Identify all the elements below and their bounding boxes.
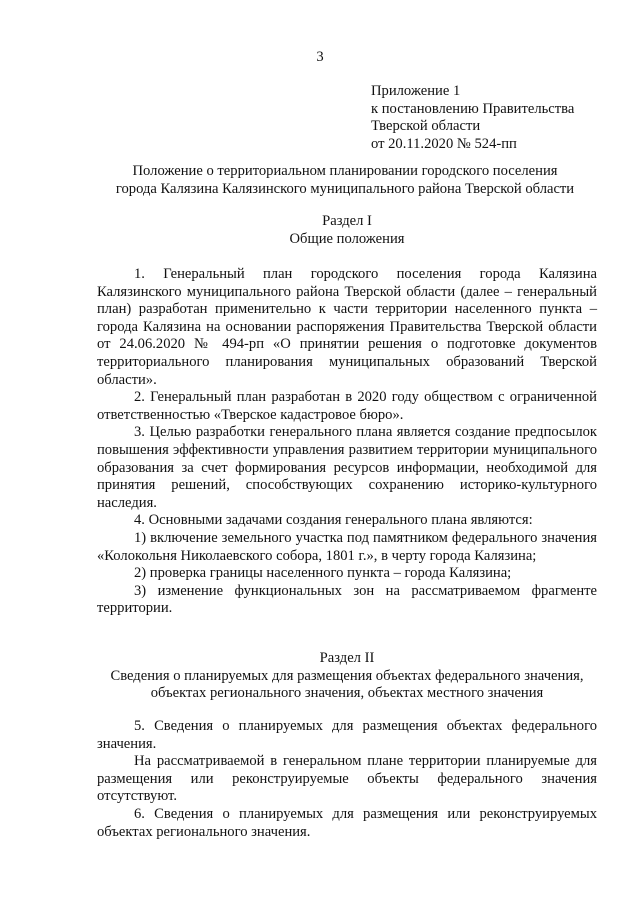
section-2-body [97, 718, 597, 841]
page-number: 3 [316, 49, 324, 65]
section-2-header [97, 650, 597, 703]
section-subheading-line: Сведения о планируемых для размещения объектах федерального значения, [110, 667, 584, 684]
section-1-body [97, 266, 597, 618]
appendix-line: к постановлению Правительства [371, 100, 575, 117]
appendix-block [371, 83, 621, 153]
section-subheading: Общие положения [289, 230, 405, 247]
paragraph: На рассматриваемой в генеральном плане территории планируемые для размещения или реконструируемые объекты федерального значения отсутствуют. [97, 753, 597, 805]
appendix-line: Приложение 1 [371, 83, 461, 99]
section-1-header [97, 213, 597, 248]
appendix-line: Тверской области [371, 118, 481, 135]
section-heading: Раздел I [322, 213, 372, 229]
paragraph: 4. Основными задачами создания генерального плана являются: [134, 512, 533, 529]
paragraph: 1) включение земельного участка под памятником федерального значения «Колокольня Николаевского собора, 1801 г.», в черту города Калязина; [97, 529, 597, 564]
title-line: города Калязина Калязинского муниципального района Тверской области [115, 180, 575, 197]
document-title [60, 163, 630, 198]
title-line: Положение о территориальном планировании городского поселения [132, 163, 558, 179]
paragraph: 2. Генеральный план разработан в 2020 году обществом с ограниченной ответственностью «Тверское кадастровое бюро». [97, 389, 597, 423]
paragraph: 6. Сведения о планируемых для размещения или реконструируемых объектах регионального значения. [97, 805, 597, 840]
section-subheading-line: объектах регионального значения, объектах местного значения [150, 685, 544, 702]
paragraph: 2) проверка границы населенного пункта – города Калязина; [134, 565, 512, 582]
paragraph: 5. Сведения о планируемых для размещения объектах федерального значения. [97, 718, 597, 752]
section-heading: Раздел II [319, 650, 375, 666]
paragraph: 3) изменение функциональных зон на рассматриваемом фрагменте территории. [97, 582, 597, 617]
paragraph: 1. Генеральный план городского поселения города Калязина Калязинского муниципального района Тверской области (далее – генеральный план) разработан применительно к части территории населенного пункта – города Калязина на основании распоряжения Правительства Тверской области от 24.06.2020 № 494-рп «О принятии решения о подготовке документов территориального планирования муниципальных образований Тверской области». [97, 266, 597, 388]
paragraph: 3. Целью разработки генерального плана является создание предпосылок повышения эффективности управления развитием территории муниципального образования за счет формирования ресурсов информации, необходимой для принятия решений, способствующих сохранению историко-культурного наследия. [97, 424, 597, 511]
appendix-line: от 20.11.2020 № 524-пп [371, 135, 517, 152]
